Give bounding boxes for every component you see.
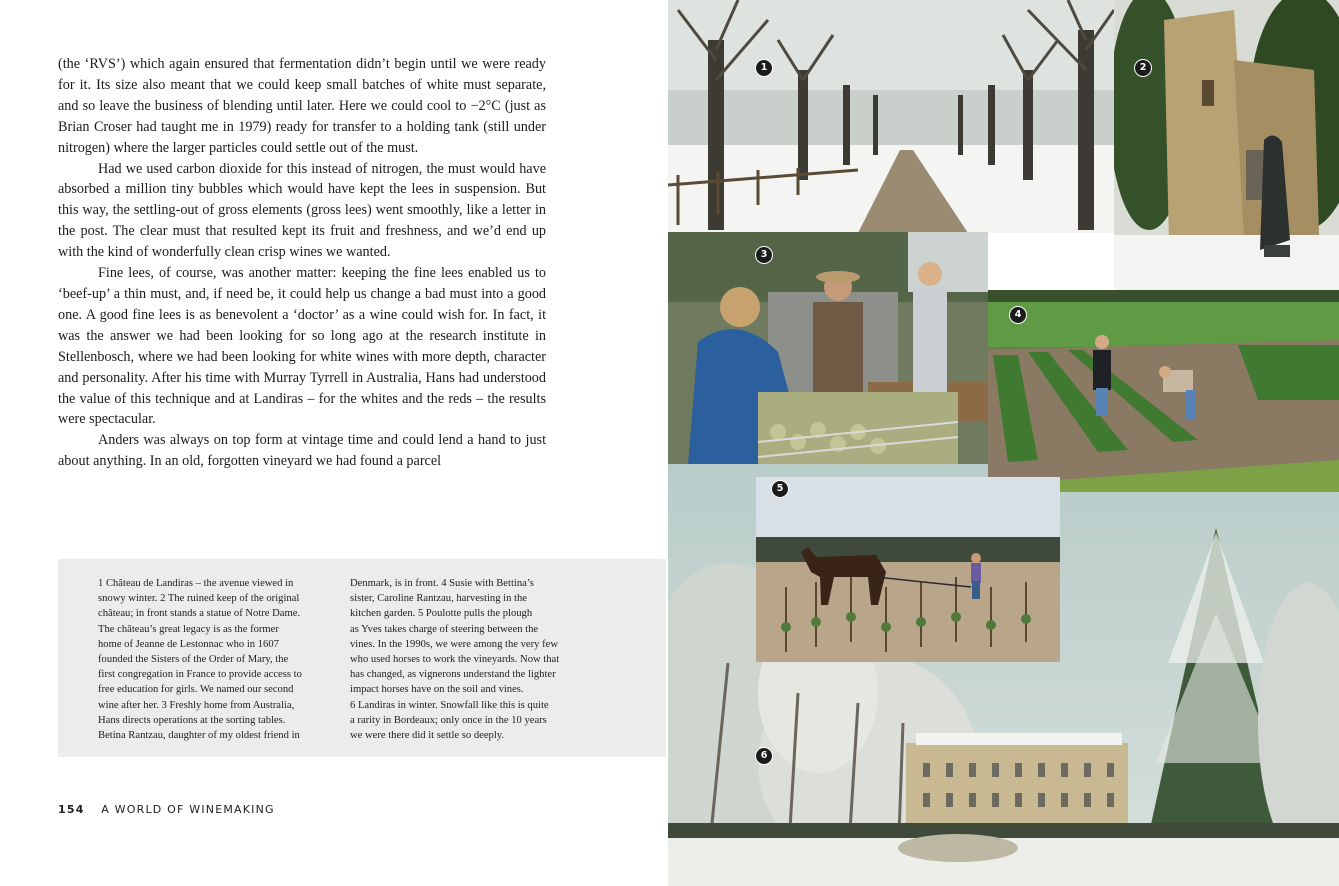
text-line: Anders was always on top form at vintage time and could lend a hand [98, 432, 506, 449]
caption-line: 1 Château de Landiras – the avenue viewed in [98, 578, 294, 589]
text-line: ready for it. Its size also meant that we could keep small batches of white must [58, 56, 546, 93]
caption-line: who used horses to work the vineyards. Now that [350, 654, 560, 666]
caption-line: as Yves takes charge of steering between the [350, 623, 539, 635]
photo-number-badge: 4 [1009, 306, 1027, 324]
page-footer [58, 803, 275, 816]
caption-line: a rarity in Bordeaux; only once in the 10 years [350, 714, 547, 726]
caption-line: château; in front stands a statue of Notre Dame. [98, 608, 301, 620]
photo-number-badge: 2 [1134, 59, 1152, 77]
caption-line: Hans directs operations at the sorting tables. [98, 714, 286, 726]
text-line: wish for. In fact, it was the answer we had been looking for so long ago at the [58, 306, 547, 344]
text-line: suspension. But this way, the settling-out of gross elements (gross lees) went [58, 181, 547, 219]
paragraph-1 [58, 54, 546, 159]
caption-column-2 [350, 576, 588, 743]
caption-line: founded the Sisters of the Order of Mary, the [98, 654, 289, 666]
photo-captions [58, 559, 666, 757]
text-line: we wanted. [325, 244, 391, 261]
photo-snowy-avenue-image [668, 0, 1114, 233]
text-line: research institute in Stellenbosch, where we had been looking for white wines [58, 327, 546, 365]
caption-line: home of Jeanne de Lestonnac who in 1607 [98, 638, 279, 650]
caption-line: vines. In the 1990s, we were among the very few [350, 638, 558, 650]
text-line: smoothly, like a letter in the post. The clear must that resulted kept its fruit [58, 202, 546, 240]
photo-kitchen-garden [988, 290, 1339, 492]
paragraph-3 [58, 263, 546, 430]
caption-line: kitchen garden. 5 Poulotte pulls the plough [350, 608, 533, 620]
text-line: (the ‘RVS’) which again ensured that fermentation didn’t begin until we were [58, 56, 510, 72]
text-line: with more depth, character and personality. After his time with Murray Tyrrell [58, 348, 546, 386]
text-line: us to ‘beef-up’ a thin must, and, if need be, it could help us change a bad must [58, 265, 547, 302]
photo-kitchen-garden-image [988, 290, 1339, 492]
text-line: to just about anything. In an old, forgotten vineyard we had found a parcel [58, 432, 547, 470]
caption-line: impact horses have on the soil and vines. [350, 684, 524, 696]
photo-number-badge: 3 [755, 246, 773, 264]
text-line: separate, and so leave the business of blending until later. Here we could cool [58, 76, 546, 114]
page-number: 154 [58, 803, 85, 816]
caption-line: Denmark, is in front. 4 Susie with Bettina’s [350, 578, 534, 589]
caption-line: has changed, as vignerons understand the lighter [350, 669, 556, 681]
caption-line: free education for girls. We named our second [98, 684, 294, 696]
text-line: in Australia, Hans had understood the value of this technique and at Landiras [58, 369, 546, 407]
caption-line: snowy winter. 2 The ruined keep of the original [98, 593, 300, 605]
photo-horse-plough-image [756, 477, 1060, 662]
text-line: and freshness, and we’d end up with the kind of wonderfully clean crisp wines [58, 223, 546, 261]
photo-ruined-keep-statue-image [1114, 0, 1339, 290]
caption-line: first congregation in France to provide access to [98, 669, 302, 681]
text-line: Fine lees, of course, was another matter: keeping the fine lees enabled [98, 265, 513, 282]
caption-line: Betina Rantzau, daughter of my oldest friend in [98, 730, 300, 742]
text-line: to −2°C (just as Brian Croser had taught me in 1979) ready for transfer to a [58, 97, 546, 135]
photo-ruined-keep-statue [1114, 0, 1339, 290]
caption-column-1 [98, 576, 336, 743]
caption-line: The château’s great legacy is as the former [98, 623, 279, 635]
text-line: Had we used carbon dioxide for this instead of nitrogen, the must [98, 160, 476, 177]
caption-line: wine after her. 3 Freshly home from Australia, [98, 699, 295, 711]
photo-sorting-tables [668, 232, 988, 464]
caption-line: sister, Caroline Rantzau, harvesting in the [350, 593, 527, 605]
paragraph-2 [58, 159, 546, 264]
caption-line: we were there did it settle so deeply. [350, 730, 505, 742]
photo-number-badge: 1 [755, 59, 773, 77]
paragraph-4 [58, 430, 546, 472]
running-title: A WORLD OF WINEMAKING [101, 803, 275, 816]
photo-horse-plough [756, 477, 1060, 662]
photo-snowy-avenue [668, 0, 1114, 233]
text-line: would have absorbed a million tiny bubbles which would have kept the lees in [58, 160, 546, 198]
text-line: holding tank (still under nitrogen) where the larger particles could settle out [58, 118, 547, 156]
photo-number-badge: 5 [771, 480, 789, 498]
left-page [0, 0, 668, 886]
photo-sorting-tables-image [668, 232, 988, 464]
photo-number-badge: 6 [755, 747, 773, 765]
caption-line: 6 Landiras in winter. Snowfall like this is quite [350, 699, 549, 711]
text-line: – for the whites and the reds – the results were spectacular. [58, 390, 546, 428]
body-text [58, 54, 546, 472]
text-line: of the must. [350, 139, 419, 156]
text-line: into a good one. A good fine lees is as benevolent a ‘doctor’ as a wine could [58, 285, 547, 323]
